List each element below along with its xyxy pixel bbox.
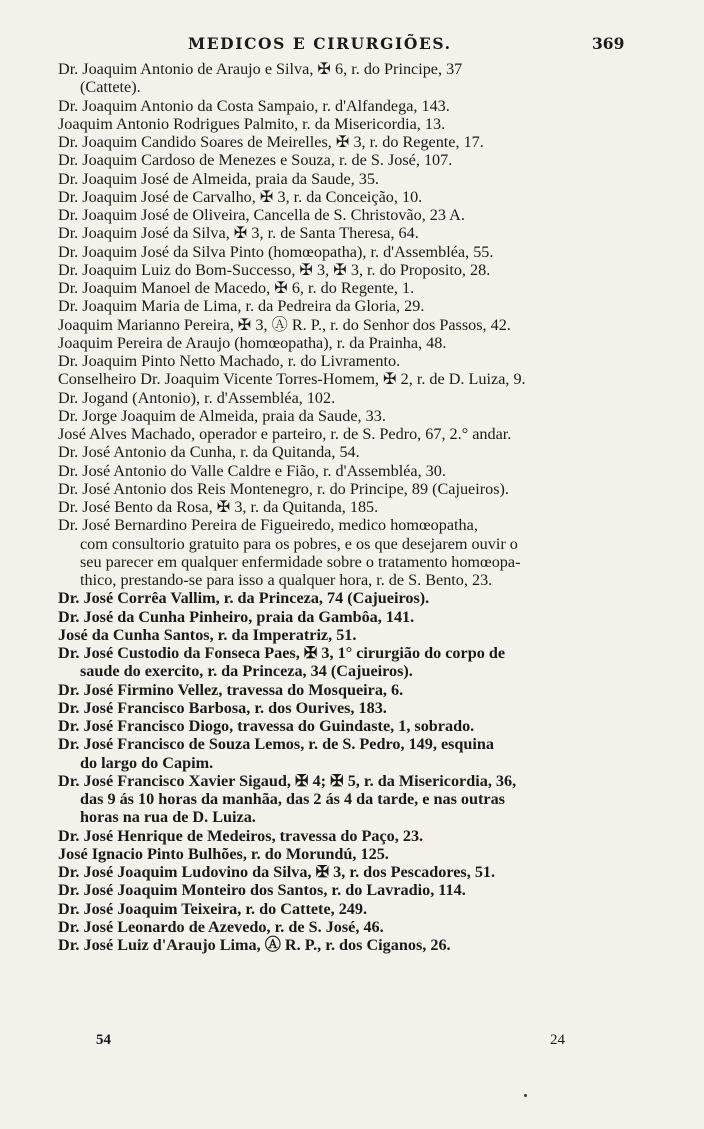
entry-line: Dr. José Henrique de Medeiros, travessa do Paço, 23. [58, 826, 424, 845]
entry-line: Dr. José Bernardino Pereira de Figueiredo, medico homœopatha, [58, 516, 478, 535]
entry-line: Joaquim Marianno Pereira, ✠ 3, Ⓐ R. P., r. do Senhor dos Passos, 42. [58, 315, 511, 334]
entry-line: Dr. José Custodio da Fonseca Paes, ✠ 3, 1° cirurgião do corpo de [58, 644, 506, 662]
entry-line: José Alves Machado, operador e parteiro, r. de S. Pedro, 67, 2.° andar. [58, 425, 512, 443]
entry-line: (Cattete). [80, 78, 141, 97]
entry-line: Dr. José Francisco Diogo, travessa do Guindaste, 1, sobrado. [58, 717, 475, 735]
entry-line: das 9 ás 10 horas da manhãa, das 2 ás 4 da tarde, e nas outras [80, 790, 505, 808]
entry-line: seu parecer em qualquer enfermidade sobre o tratamento homœopa- [80, 552, 521, 571]
entry-line: Dr. José Joaquim Teixeira, r. do Cattete, 249. [58, 899, 368, 918]
entry-line: Dr. Jogand (Antonio), r. d'Assembléa, 102. [58, 388, 336, 407]
entry-line: Dr. Joaquim Maria de Lima, r. da Pedreira da Gloria, 29. [58, 297, 425, 316]
entry-line: Dr. José Antonio do Valle Caldre e Fião, r. d'Assembléa, 30. [58, 461, 446, 480]
entry-line: Joaquim Pereira de Araujo (homœopatha), r. da Prainha, 48. [58, 333, 447, 352]
running-header [0, 34, 704, 58]
entry-line: Dr. Joaquim Cardoso de Menezes e Souza, r. de S. José, 107. [58, 151, 453, 170]
ink-speck [524, 1094, 527, 1097]
entry-line: Dr. José Bento da Rosa, ✠ 3, r. da Quitanda, 185. [58, 498, 379, 516]
entry-line: Dr. José Corrêa Vallim, r. da Princeza, 74 (Cajueiros). [58, 589, 430, 608]
entry-line: Dr. José Francisco de Souza Lemos, r. de S. Pedro, 149, esquina [58, 735, 495, 754]
entry-line: Dr. Joaquim Antonio de Araujo e Silva, ✠ 6, r. do Principe, 37 [58, 60, 463, 78]
entry-line: Dr. Joaquim Manoel de Macedo, ✠ 6, r. do Regente, 1. [58, 279, 415, 297]
directory-entries [58, 60, 638, 954]
entry-line: Dr. José Firmino Vellez, travessa do Mosqueira, 6. [58, 680, 404, 699]
entry-line: José Ignacio Pinto Bulhões, r. do Morundú, 125. [58, 844, 389, 863]
entry-line: Dr. Joaquim José de Oliveira, Cancella de S. Christovão, 23 A. [58, 206, 465, 224]
entry-line: Dr. José Luiz d'Araujo Lima, Ⓐ R. P., r. dos Ciganos, 26. [58, 936, 451, 954]
entry-line: Dr. José Antonio da Cunha, r. da Quitanda, 54. [58, 443, 360, 462]
entry-line: Dr. Joaquim Pinto Netto Machado, r. do Livramento. [58, 352, 401, 370]
entry-line: thico, prestando-se para isso a qualquer hora, r. de S. Bento, 23. [80, 571, 493, 589]
entry-line: Dr. Joaquim José de Almeida, praia da Saude, 35. [58, 169, 379, 188]
entry-line: Dr. José da Cunha Pinheiro, praia da Gambôa, 141. [58, 607, 415, 626]
entry-line: Conselheiro Dr. Joaquim Vicente Torres-Homem, ✠ 2, r. de D. Luiza, 9. [58, 370, 526, 389]
entry-line: Dr. Joaquim Luiz do Bom-Successo, ✠ 3, ✠ 3, r. do Proposito, 28. [58, 260, 491, 279]
entry-line: Dr. José Leonardo de Azevedo, r. de S. José, 46. [58, 917, 384, 936]
printer-signature: 54 [96, 1032, 111, 1048]
entry-line: Dr. José Joaquim Ludovino da Silva, ✠ 3, r. dos Pescadores, 51. [58, 863, 496, 881]
entry-line: Joaquim Antonio Rodrigues Palmito, r. da Misericordia, 13. [58, 114, 446, 133]
entry-line: Dr. Jorge Joaquim de Almeida, praia da Saude, 33. [58, 406, 386, 425]
page-footer [0, 1032, 704, 1056]
page-title: MEDICOS E CIRURGIÕES. [188, 34, 452, 53]
entry-line: Dr. Joaquim Candido Soares de Meirelles, ✠ 3, r. do Regente, 17. [58, 133, 484, 151]
entry-line: Dr. José Francisco Barbosa, r. dos Ourives, 183. [58, 698, 387, 717]
entry-line: José da Cunha Santos, r. da Imperatriz, 51. [58, 625, 357, 644]
entry-line: Dr. José Antonio dos Reis Montenegro, r. do Principe, 89 (Cajueiros). [58, 479, 509, 498]
printer-signature-right: 24 [550, 1032, 565, 1048]
page-number: 369 [592, 34, 625, 53]
entry-line: Dr. Joaquim José de Carvalho, ✠ 3, r. da Conceição, 10. [58, 187, 423, 206]
entry-line: saude do exercito, r. da Princeza, 34 (Cajueiros). [80, 662, 413, 681]
entry-line: Dr. Joaquim Antonio da Costa Sampaio, r. d'Alfandega, 143. [58, 96, 450, 115]
entry-line: Dr. José Francisco Xavier Sigaud, ✠ 4; ✠ 5, r. da Misericordia, 36, [58, 771, 517, 790]
entry-line: Dr. Joaquim José da Silva Pinto (homœopatha), r. d'Assembléa, 55. [58, 242, 494, 261]
entry-line: horas na rua de D. Luiza. [80, 808, 256, 827]
entry-line: Dr. José Joaquim Monteiro dos Santos, r. do Lavradio, 114. [58, 881, 466, 900]
entry-line: do largo do Capim. [80, 753, 214, 772]
entry-line: com consultorio gratuito para os pobres, e os que desejarem ouvir o [80, 534, 518, 553]
entry-line: Dr. Joaquim José da Silva, ✠ 3, r. de Santa Theresa, 64. [58, 224, 419, 243]
